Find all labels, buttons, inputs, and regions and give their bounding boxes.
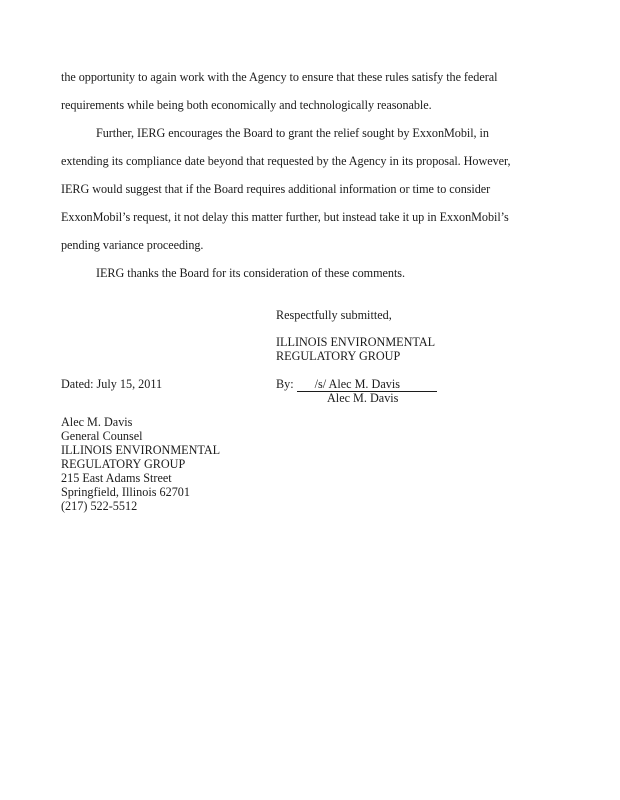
electronic-signature: /s/ Alec M. Davis [297, 378, 437, 392]
address-line-phone: (217) 522-5512 [61, 499, 138, 513]
paragraph-2-line-4: ExxonMobil’s request, it not delay this matter further, but instead take it up in ExxonMobil’s [61, 210, 509, 224]
paragraph-1-line-1: the opportunity to again work with the Agency to ensure that these rules satisfy the federal [61, 70, 498, 84]
signature-line [276, 377, 437, 392]
address-line-street: 215 East Adams Street [61, 471, 172, 485]
by-label: By: [276, 377, 294, 391]
signing-org-line-1: ILLINOIS ENVIRONMENTAL [276, 335, 436, 349]
address-line-name: Alec M. Davis [61, 415, 133, 429]
paragraph-3-line-1: IERG thanks the Board for its consideration of these comments. [96, 266, 405, 280]
address-line-city: Springfield, Illinois 62701 [61, 485, 190, 499]
paragraph-2-line-2: extending its compliance date beyond that requested by the Agency in its proposal. However, [61, 154, 511, 168]
address-line-org-1: ILLINOIS ENVIRONMENTAL [61, 443, 221, 457]
signing-org-line-2: REGULATORY GROUP [276, 349, 401, 363]
address-line-title: General Counsel [61, 429, 143, 443]
address-line-org-2: REGULATORY GROUP [61, 457, 186, 471]
paragraph-1-line-2: requirements while being both economically and technologically reasonable. [61, 98, 432, 112]
paragraph-2-line-3: IERG would suggest that if the Board requires additional information or time to consider [61, 182, 491, 196]
signer-name: Alec M. Davis [327, 391, 399, 405]
date-line: Dated: July 15, 2011 [61, 377, 163, 391]
paragraph-2-line-1: Further, IERG encourages the Board to grant the relief sought by ExxonMobil, in [96, 126, 489, 140]
paragraph-2-line-5: pending variance proceeding. [61, 238, 204, 252]
closing-text: Respectfully submitted, [276, 308, 392, 322]
